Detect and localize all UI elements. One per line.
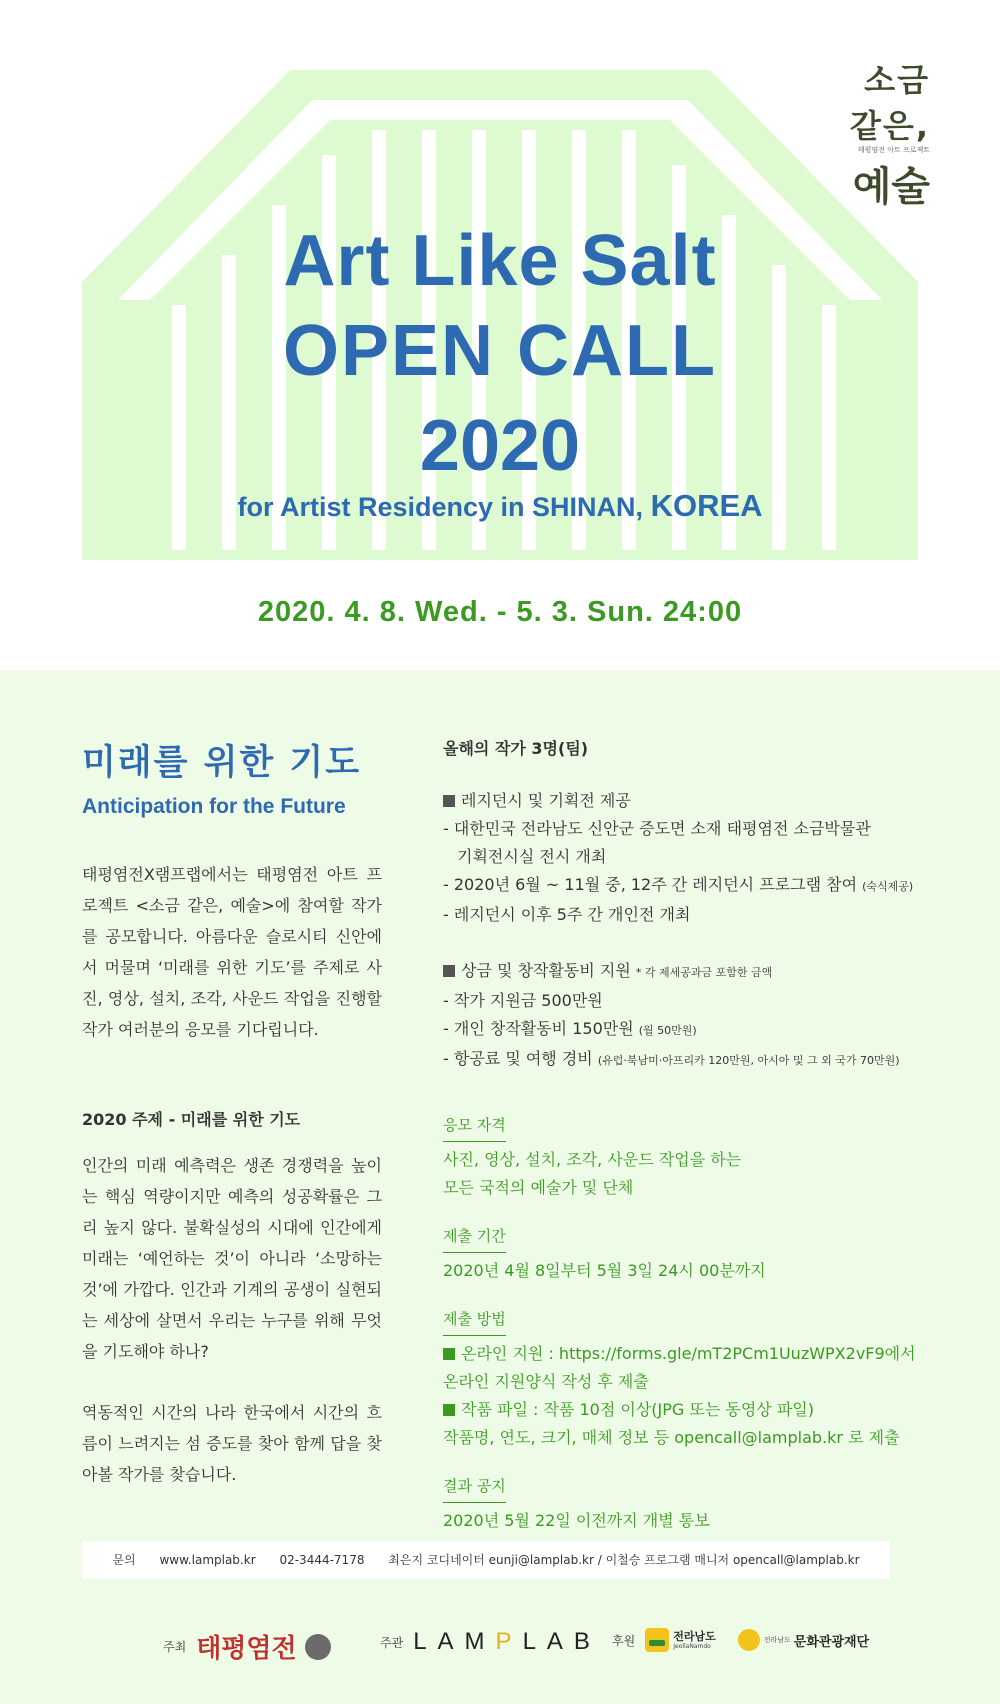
organizer-sponsor [380,1628,601,1656]
theme-title: 2020 주제 - 미래를 위한 기도 [82,1110,301,1129]
support-label: 후원 [612,1633,636,1648]
prize-item-2: - 개인 창작활동비 150만원 (월 50만원) [443,1019,697,1038]
host-sponsor [163,1628,331,1665]
method-heading: 제출 방법 [443,1305,506,1336]
contact-website[interactable]: www.lamplab.kr [159,1553,256,1567]
intro-paragraph: 태평염전X램프랩에서는 태평염전 아트 프로젝트 <소금 같은, 예술>에 참여할 작가를 공모합니다. 아름다운 슬로시티 신안에서 머물며 ‘미래를 위한 기도’를 주제로 사진, 영상, 설치, 조각, 사운드 작업을 진행할 작가 여러분의 응모를 기다립니다. [82,865,382,1039]
title-line1: Art Like Salt [283,221,717,301]
right-column [443,736,953,1535]
square-bullet-icon [443,795,455,807]
contact-people: 최은지 코디네이터 eunji@lamplab.kr / 이철승 프로그램 매니저 opencall@lamplab.kr [388,1553,860,1567]
left-column [82,735,382,1490]
method-online: 온라인 지원 : https://forms.gle/mT2PCm1UuzWPX2vF9에서 [461,1344,916,1363]
host-label: 주최 [163,1640,187,1654]
jeollanamdo-english: JeollaNamdo [673,1642,711,1650]
prize-item-3: - 항공료 및 여행 경비 (유럽·북남미·아프리카 120만원, 아시아 및 그 외 국가 70만원) [443,1049,900,1068]
foundation-name: 문화관광재단 [793,1634,870,1650]
application-dates: 2020. 4. 8. Wed. - 5. 3. Sun. 24:00 [257,596,743,628]
logo-line2: 태평염전 아트 프로젝트 [857,146,930,154]
theme-paragraph-1: 인간의 미래 예측력은 생존 경쟁력을 높이는 핵심 역량이지만 예측의 성공확률은 그리 높지 않다. 불확실성의 시대에 인간에게 미래는 ‘예언하는 것’이 아니라 ‘소망하는 것’에 가깝다. 인간과 기계의 공생이 실현되는 세상에 살면서 우리는 누구를 위해 무엇을 기도해야 하나? [82,1156,382,1361]
jeollanamdo-emblem-icon [645,1628,669,1652]
organizer-label: 주관 [380,1635,404,1650]
period-section [443,1222,953,1285]
period-line-1: 2020년 4월 8일부터 5월 3일 24시 00분까지 [443,1261,766,1280]
residency-item-1: - 대한민국 전라남도 신안군 증도면 소재 태평염전 소금박물관 [443,819,871,838]
method-files: 작품 파일 : 작품 10점 이상(JPG 또는 동영상 파일) [461,1400,814,1419]
foundation-emblem-icon [738,1629,760,1651]
prize-item-3-note: (유럽·북남미·아프리카 120만원, 아시아 및 그 외 국가 70만원) [597,1054,900,1067]
seal-icon [305,1634,331,1660]
green-square-bullet-icon [443,1348,455,1360]
residency-item-2-note: (숙식제공) [862,880,914,893]
prize-block [443,957,953,1075]
prize-heading: 상금 및 창작활동비 지원 [461,961,636,980]
logo-line3: 예술 [852,164,930,210]
subtitle-main: for Artist Residency in SHINAN, [237,492,651,522]
residency-item-2: - 2020년 6월 ~ 11월 중, 12주 간 레지던시 프로그램 참여 (숙식제공) [443,875,914,894]
art-like-salt-logo [820,55,930,212]
result-line-1: 2020년 5월 22일 이전까지 개별 통보 [443,1511,710,1530]
contact-bar [82,1541,890,1579]
period-heading: 제출 기간 [443,1222,506,1253]
prize-note: * 각 제세공과금 포함한 금액 [635,966,773,979]
eligibility-line-1: 사진, 영상, 설치, 조각, 사운드 작업을 하는 [443,1150,742,1169]
prize-item-2-note: (월 50만원) [638,1024,697,1037]
method-files-b: 작품명, 연도, 크기, 매체 정보 등 opencall@lamplab.kr 로 제출 [443,1428,900,1447]
lamplab-logo: LAMPLAB [413,1628,601,1655]
heading-english: Anticipation for the Future [82,795,346,818]
residency-heading: 레지던시 및 기획전 제공 [461,791,631,810]
theme-paragraph-2: 역동적인 시간의 나라 한국에서 시간의 흐름이 느려지는 섬 증도를 찾아 함께 답을 찾아볼 작가를 찾습니다. [82,1403,382,1484]
support-sponsors [612,1628,869,1652]
jeollanamdo-name: 전라남도 [673,1629,716,1643]
prize-item-1: - 작가 지원금 500만원 [443,991,603,1010]
hero-section [0,0,1000,670]
residency-item-1b: 기획전시실 전시 개최 [457,847,607,866]
eligibility-heading: 응모 자격 [443,1111,506,1142]
residency-block [443,787,953,929]
subtitle-korea: KOREA [650,488,763,523]
heading-korean: 미래를 위한 기도 [82,743,362,783]
method-section [443,1305,953,1452]
result-heading: 결과 공지 [443,1472,506,1503]
subtitle [0,488,1000,524]
title-line2: OPEN CALL [282,311,717,391]
residency-item-3: - 레지던시 이후 5주 간 개인전 개최 [443,905,691,924]
method-online-b: 온라인 지원양식 작성 후 제출 [443,1372,649,1391]
foundation-prefix: 전라남도 [763,1636,791,1644]
square-bullet-icon [443,965,455,977]
eligibility-line-2: 모든 국적의 예술가 및 단체 [443,1178,634,1197]
logo-line1: 소금 같은, [850,61,930,145]
eligibility-section [443,1111,953,1202]
contact-phone: 02-3444-7178 [279,1553,365,1567]
result-section [443,1472,953,1535]
taepyeong-saltern-logo: 태평염전 [196,1634,297,1664]
artists-count-title: 올해의 작가 3명(팀) [443,739,589,758]
sponsors-bar [0,1620,1000,1664]
title-year: 2020 [419,406,581,486]
green-square-bullet-icon [443,1404,455,1416]
contact-label: 문의 [112,1553,136,1567]
